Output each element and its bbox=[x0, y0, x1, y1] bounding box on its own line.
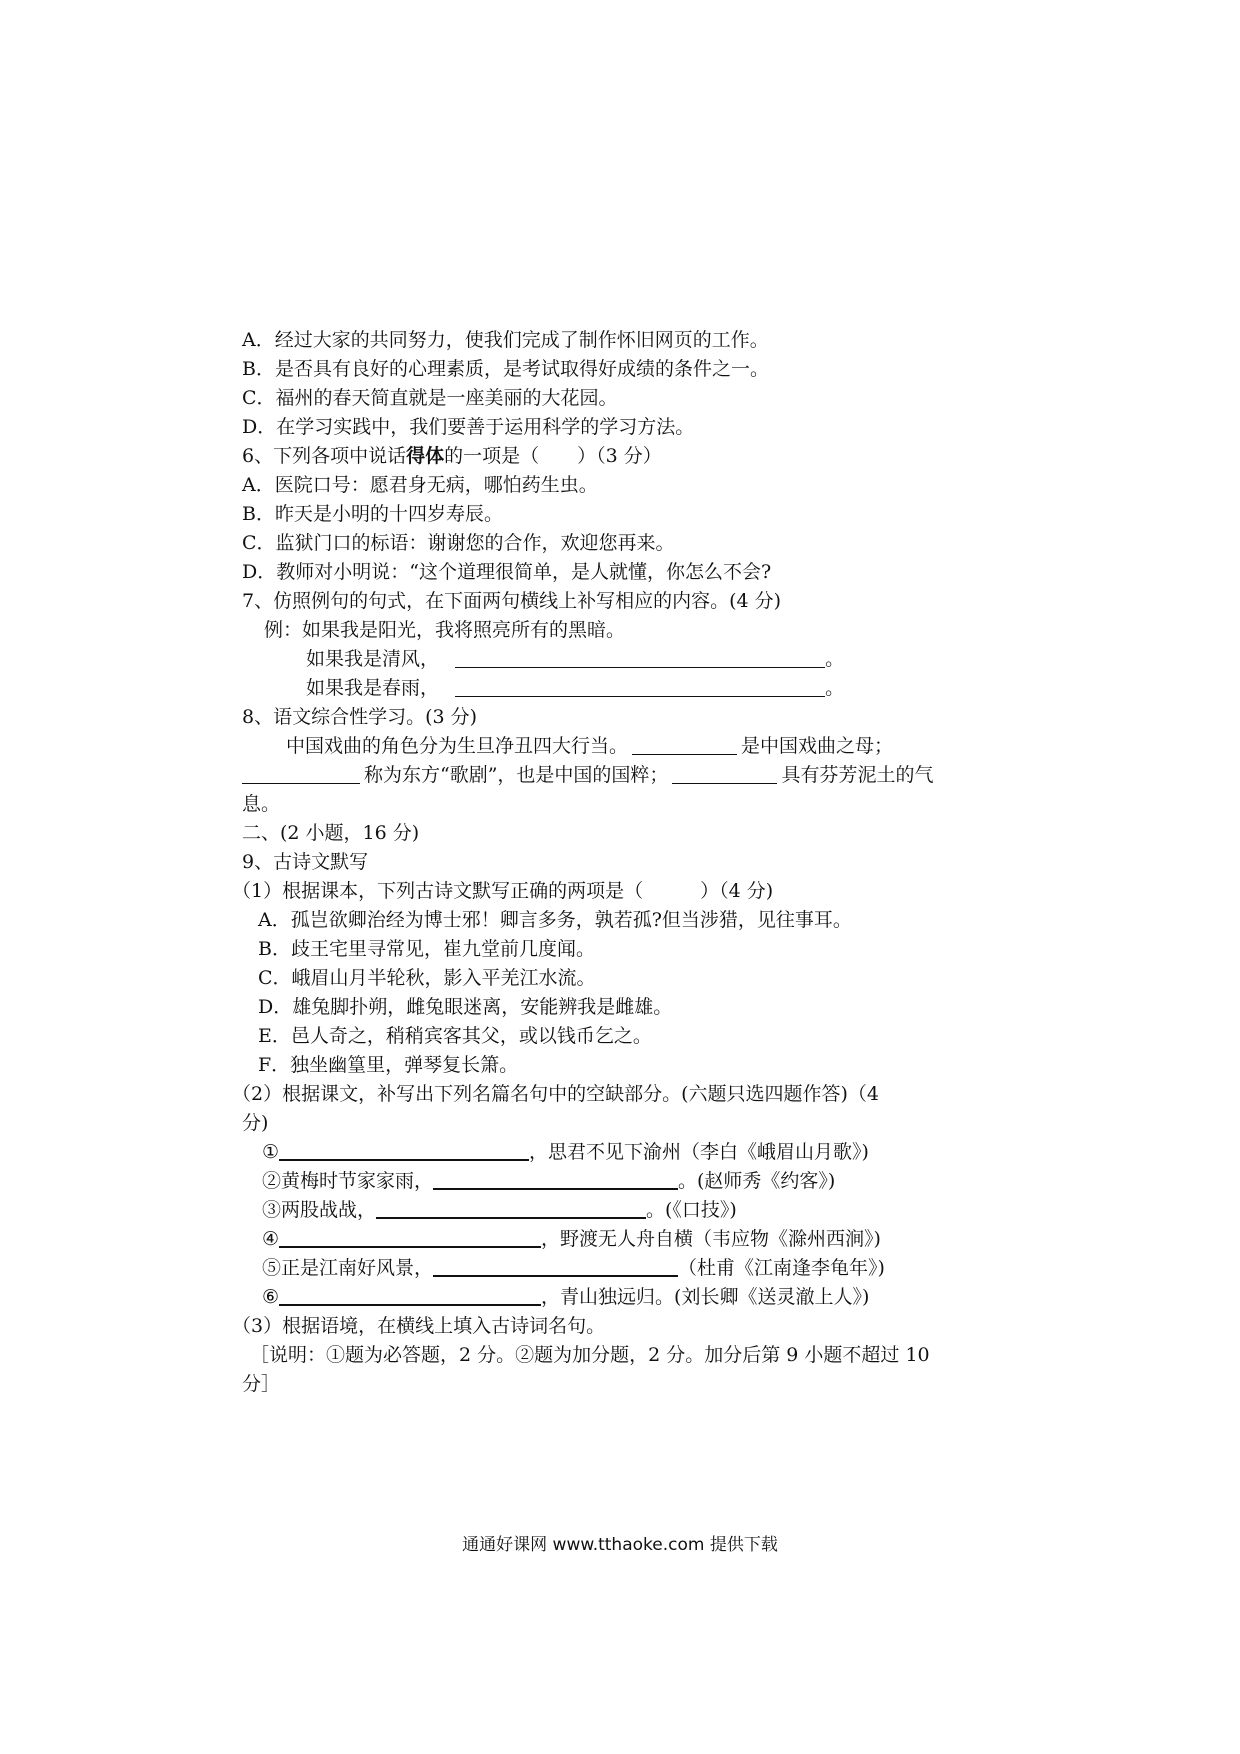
q8-text-3: 称为东方“歌剧”，也是中国的国粹； bbox=[364, 764, 669, 786]
q9-sub3-title: （3）根据语境，在横线上填入古诗词名句。 bbox=[232, 1315, 606, 1337]
q6-title bbox=[242, 442, 1012, 471]
q9-item-3-blank[interactable] bbox=[376, 1197, 646, 1219]
q9-item-5-blank[interactable] bbox=[433, 1255, 678, 1277]
q7-line-1-prompt: 如果我是清风， bbox=[306, 648, 440, 670]
q6-title-bold: 得体 bbox=[406, 445, 445, 467]
q8-paragraph-line-2 bbox=[242, 761, 1012, 790]
q6-option-a: A．医院口号：愿君身无病，哪怕药生虫。 bbox=[242, 474, 598, 496]
q7-answer-blank-1[interactable] bbox=[455, 647, 825, 668]
q8-text-2: 是中国戏曲之母； bbox=[741, 735, 894, 757]
q9-note-line-1: ［说明：①题为必答题，2 分。②题为加分题，2 分。加分后第 9 小题不超过 10 bbox=[250, 1344, 930, 1366]
q9-item-2-post: 。(赵师秀《约客》) bbox=[678, 1170, 836, 1192]
q7-line-1 bbox=[306, 645, 1076, 674]
q5-option-b: B．是否具有良好的心理素质，是考试取得好成绩的条件之一。 bbox=[242, 358, 769, 380]
q8-blank-1[interactable] bbox=[632, 734, 737, 755]
q6-title-pre: 6、下列各项中说话 bbox=[242, 445, 407, 467]
q7-example: 例：如果我是阳光，我将照亮所有的黑暗。 bbox=[264, 619, 626, 641]
q9-item-6-pre: ⑥ bbox=[262, 1286, 280, 1308]
q6-title-post: 的一项是（ ）（3 分） bbox=[444, 445, 662, 467]
q9-sub1-title: （1）根据课本，下列古诗文默写正确的两项是（ ）（4 分) bbox=[232, 880, 774, 902]
q9-sub1-option-a: A．孤岂欲卿治经为博士邪！卿言多务，孰若孤?但当涉猎，见往事耳。 bbox=[258, 909, 852, 931]
q9-item-3 bbox=[262, 1196, 1032, 1225]
q7-line-1-end: 。 bbox=[825, 648, 845, 670]
page-footer: 通通好课网 www.tthaoke.com 提供下载 bbox=[462, 1535, 778, 1555]
q9-item-6-blank[interactable] bbox=[279, 1284, 541, 1306]
q9-sub2-title: （2）根据课文，补写出下列名篇名句中的空缺部分。(六题只选四题作答)（4 bbox=[232, 1083, 880, 1105]
q9-item-1-post: ，思君不见下渝州（李白《峨眉山月歌》) bbox=[529, 1141, 869, 1163]
q5-option-d: D．在学习实践中，我们要善于运用科学的学习方法。 bbox=[242, 416, 695, 438]
q7-line-2-end: 。 bbox=[825, 677, 845, 699]
q9-sub1-option-e: E．邑人奇之，稍稍宾客其父，或以钱币乞之。 bbox=[258, 1025, 652, 1047]
q9-item-3-pre: ③两股战战， bbox=[262, 1199, 377, 1221]
q9-item-1 bbox=[262, 1138, 1032, 1167]
q8-text-4: 具有芬芳泥土的气 bbox=[781, 764, 934, 786]
q9-item-2 bbox=[262, 1167, 1032, 1196]
q7-answer-blank-2[interactable] bbox=[455, 676, 825, 697]
q8-blank-3[interactable] bbox=[672, 763, 777, 784]
q9-item-4-post: ，野渡无人舟自横（韦应物《滁州西涧》) bbox=[541, 1228, 881, 1250]
q9-item-4-blank[interactable] bbox=[279, 1226, 541, 1248]
q9-item-5-post: （杜甫《江南逢李龟年》) bbox=[678, 1257, 885, 1279]
q9-item-2-blank[interactable] bbox=[433, 1168, 678, 1190]
q9-item-4-pre: ④ bbox=[262, 1228, 280, 1250]
q9-item-3-post: 。(《口技》) bbox=[646, 1199, 737, 1221]
q9-sub1-option-d: D．雄兔脚扑朔，雌兔眼迷离，安能辨我是雌雄。 bbox=[258, 996, 673, 1018]
q9-item-1-pre: ① bbox=[262, 1141, 280, 1163]
q8-blank-2[interactable] bbox=[242, 763, 360, 784]
q9-item-2-pre: ②黄梅时节家家雨， bbox=[262, 1170, 434, 1192]
q8-text-1: 中国戏曲的角色分为生旦净丑四大行当。 bbox=[286, 735, 629, 757]
q8-title: 8、语文综合性学习。(3 分) bbox=[242, 706, 478, 728]
q7-line-2 bbox=[306, 674, 1076, 703]
q6-option-d: D．教师对小明说：“这个道理很简单，是人就懂，你怎么不会? bbox=[242, 561, 772, 583]
q9-item-5-pre: ⑤正是江南好风景， bbox=[262, 1257, 434, 1279]
q7-title: 7、仿照例句的句式，在下面两句横线上补写相应的内容。(4 分) bbox=[242, 590, 782, 612]
q9-sub1-option-b: B．歧王宅里寻常见，崔九堂前几度闻。 bbox=[258, 938, 595, 960]
q9-item-1-blank[interactable] bbox=[279, 1139, 529, 1161]
q6-option-c: C．监狱门口的标语：谢谢您的合作，欢迎您再来。 bbox=[242, 532, 675, 554]
q7-line-2-prompt: 如果我是春雨， bbox=[306, 677, 440, 699]
q9-title: 9、古诗文默写 bbox=[242, 851, 369, 873]
q8-paragraph-line-3: 息。 bbox=[242, 793, 281, 815]
q9-item-6-post: ，青山独远归。(刘长卿《送灵澈上人》) bbox=[541, 1286, 870, 1308]
q8-paragraph-line-1 bbox=[286, 732, 1056, 761]
q9-item-5 bbox=[262, 1254, 1032, 1283]
q9-sub2-title-cont: 分) bbox=[242, 1112, 269, 1134]
q9-item-4 bbox=[262, 1225, 1032, 1254]
q9-note-line-2: 分］ bbox=[242, 1373, 281, 1395]
q9-sub1-option-c: C．峨眉山月半轮秋，影入平羌江水流。 bbox=[258, 967, 596, 989]
q9-item-6 bbox=[262, 1283, 1032, 1312]
q5-option-a: A．经过大家的共同努力，使我们完成了制作怀旧网页的工作。 bbox=[242, 329, 769, 351]
q5-option-c: C．福州的春天简直就是一座美丽的大花园。 bbox=[242, 387, 618, 409]
q6-option-b: B．昨天是小明的十四岁寿辰。 bbox=[242, 503, 503, 525]
section-2-heading: 二、(2 小题，16 分) bbox=[242, 822, 420, 844]
q9-sub1-option-f: F．独坐幽篁里，弹琴复长箫。 bbox=[258, 1054, 519, 1076]
